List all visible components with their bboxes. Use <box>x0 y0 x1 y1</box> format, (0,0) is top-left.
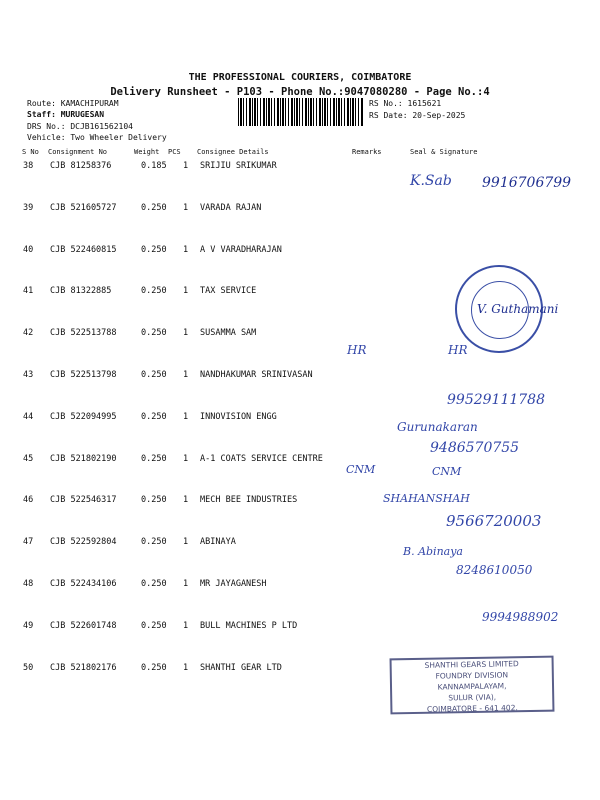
row-weight: 0.250 <box>141 328 167 339</box>
handwritten-phone-44: 9486570755 <box>430 440 520 456</box>
signature-ksab: K.Sab <box>410 173 452 189</box>
col-pcs: PCS <box>168 148 181 156</box>
stamp-line-3: KANNAMPALAYAM, <box>437 681 507 692</box>
row-consignee-details: ABINAYA <box>200 537 236 548</box>
row-consignee-details: INNOVISION ENGG <box>200 411 277 422</box>
row-pcs: 1 <box>183 370 189 380</box>
vehicle-label: Vehicle: Two Wheeler Delivery <box>27 133 167 142</box>
row-sno: 48 <box>23 579 34 589</box>
runsheet-title: Delivery Runsheet - P103 - Phone No.:9047080280 - Page No.:4 <box>110 86 490 98</box>
row-pcs: 1 <box>183 202 189 213</box>
handwritten-hr-2: HR <box>448 343 468 357</box>
row-consignee-details: VARADA RAJAN <box>200 202 262 213</box>
row-consignee-details: A-1 COATS SERVICE CENTRE <box>200 453 323 464</box>
row-consignment-no: CJB 522434106 <box>50 579 117 589</box>
row-sno: 44 <box>23 411 34 422</box>
row-pcs: 1 <box>183 453 189 464</box>
col-weight: Weight <box>134 148 160 156</box>
signature-guthamani: V. Guthamani <box>477 302 559 316</box>
row-consignment-no: CJB 521802190 <box>50 453 117 464</box>
row-weight: 0.250 <box>141 537 167 548</box>
row-pcs: 1 <box>183 620 189 631</box>
barcode-image <box>238 98 364 126</box>
stamp-line-5: COIMBATORE - 641 402. <box>426 703 518 714</box>
handwritten-phone-47: 8248610050 <box>456 563 533 577</box>
handwritten-phone-38: 9916706799 <box>482 175 572 191</box>
row-pcs: 1 <box>183 537 189 548</box>
signature-abinaya: B. Abinaya <box>403 545 463 558</box>
row-consignee-details: MECH BEE INDUSTRIES <box>200 495 298 506</box>
rs-date: RS Date: 20-Sep-2025 <box>369 111 466 120</box>
row-weight: 0.185 <box>141 161 167 171</box>
row-pcs: 1 <box>183 662 189 673</box>
row-weight: 0.250 <box>141 244 167 255</box>
handwritten-hr-1: HR <box>347 343 367 357</box>
handwritten-shahanshah: SHAHANSHAH <box>383 492 470 505</box>
row-sno: 38 <box>23 161 34 171</box>
col-consignment: Consignment No <box>48 148 108 156</box>
rs-number: RS No.: 1615621 <box>369 99 442 108</box>
row-sno: 39 <box>23 202 34 213</box>
row-sno: 41 <box>23 286 34 297</box>
row-sno: 43 <box>23 370 34 380</box>
col-sno: S No <box>22 148 39 156</box>
row-consignment-no: CJB 81322885 <box>50 286 112 297</box>
row-sno: 45 <box>23 453 34 464</box>
handwritten-cnm-1: CNM <box>346 463 376 476</box>
row-consignee-details: TAX SERVICE <box>200 286 257 297</box>
stamp-line-1: SHANTHI GEARS LIMITED <box>424 659 519 670</box>
stamp-line-4: SULUR (VIA), <box>448 692 497 703</box>
company-stamp <box>390 656 555 715</box>
row-sno: 42 <box>23 328 34 339</box>
row-weight: 0.250 <box>141 620 167 631</box>
row-weight: 0.250 <box>141 411 167 422</box>
row-pcs: 1 <box>183 411 189 422</box>
row-weight: 0.250 <box>141 286 167 297</box>
row-consignment-no: CJB 522094995 <box>50 411 117 422</box>
handwritten-cnm-2: CNM <box>432 465 462 478</box>
stamp-line-2: FOUNDRY DIVISION <box>435 670 509 681</box>
row-consignment-no: CJB 522513788 <box>50 328 117 339</box>
row-weight: 0.250 <box>141 579 167 589</box>
row-consignment-no: CJB 522513798 <box>50 370 117 380</box>
row-pcs: 1 <box>183 244 189 255</box>
row-consignee-details: SHANTHI GEAR LTD <box>200 662 282 673</box>
row-pcs: 1 <box>183 328 189 339</box>
row-sno: 49 <box>23 620 34 631</box>
row-consignment-no: CJB 522460815 <box>50 244 117 255</box>
row-consignee-details: MR JAYAGANESH <box>200 579 267 589</box>
handwritten-name-44: Gurunakaran <box>397 420 478 434</box>
row-consignee-details: SUSAMMA SAM <box>200 328 257 339</box>
row-sno: 40 <box>23 244 34 255</box>
handwritten-phone-49: 9994988902 <box>482 610 559 624</box>
row-weight: 0.250 <box>141 370 167 380</box>
row-consignee-details: A V VARADHARAJAN <box>200 244 282 255</box>
col-remarks: Remarks <box>352 148 382 156</box>
row-pcs: 1 <box>183 286 189 297</box>
drs-label: DRS No.: DCJB161562104 <box>27 122 133 131</box>
handwritten-phone-46: 9566720003 <box>446 512 542 530</box>
row-consignee-details: BULL MACHINES P LTD <box>200 620 298 631</box>
row-weight: 0.250 <box>141 202 167 213</box>
col-seal-signature: Seal & Signature <box>410 148 478 156</box>
route-label: Route: KAMACHIPURAM <box>27 99 119 108</box>
handwritten-phone-43: 99529111788 <box>447 392 545 408</box>
row-consignee-details: NANDHAKUMAR SRINIVASAN <box>200 370 313 380</box>
company-title: THE PROFESSIONAL COURIERS, COIMBATORE <box>188 72 412 83</box>
row-sno: 50 <box>23 662 34 673</box>
table-row <box>0 203 600 245</box>
staff-label: Staff: MURUGESAN <box>27 110 105 119</box>
table-row <box>0 454 600 496</box>
col-details: Consignee Details <box>197 148 269 156</box>
row-pcs: 1 <box>183 161 189 171</box>
row-pcs: 1 <box>183 495 189 506</box>
row-weight: 0.250 <box>141 495 167 506</box>
row-sno: 47 <box>23 537 34 548</box>
row-consignment-no: CJB 521605727 <box>50 202 117 213</box>
row-consignment-no: CJB 522546317 <box>50 495 117 506</box>
row-pcs: 1 <box>183 579 189 589</box>
row-consignment-no: CJB 81258376 <box>50 161 112 171</box>
row-weight: 0.250 <box>141 453 167 464</box>
row-consignee-details: SRIJIU SRIKUMAR <box>200 161 277 171</box>
row-consignment-no: CJB 522592804 <box>50 537 117 548</box>
row-consignment-no: CJB 522601748 <box>50 620 117 631</box>
row-weight: 0.250 <box>141 662 167 673</box>
row-sno: 46 <box>23 495 34 506</box>
row-consignment-no: CJB 521802176 <box>50 662 117 673</box>
